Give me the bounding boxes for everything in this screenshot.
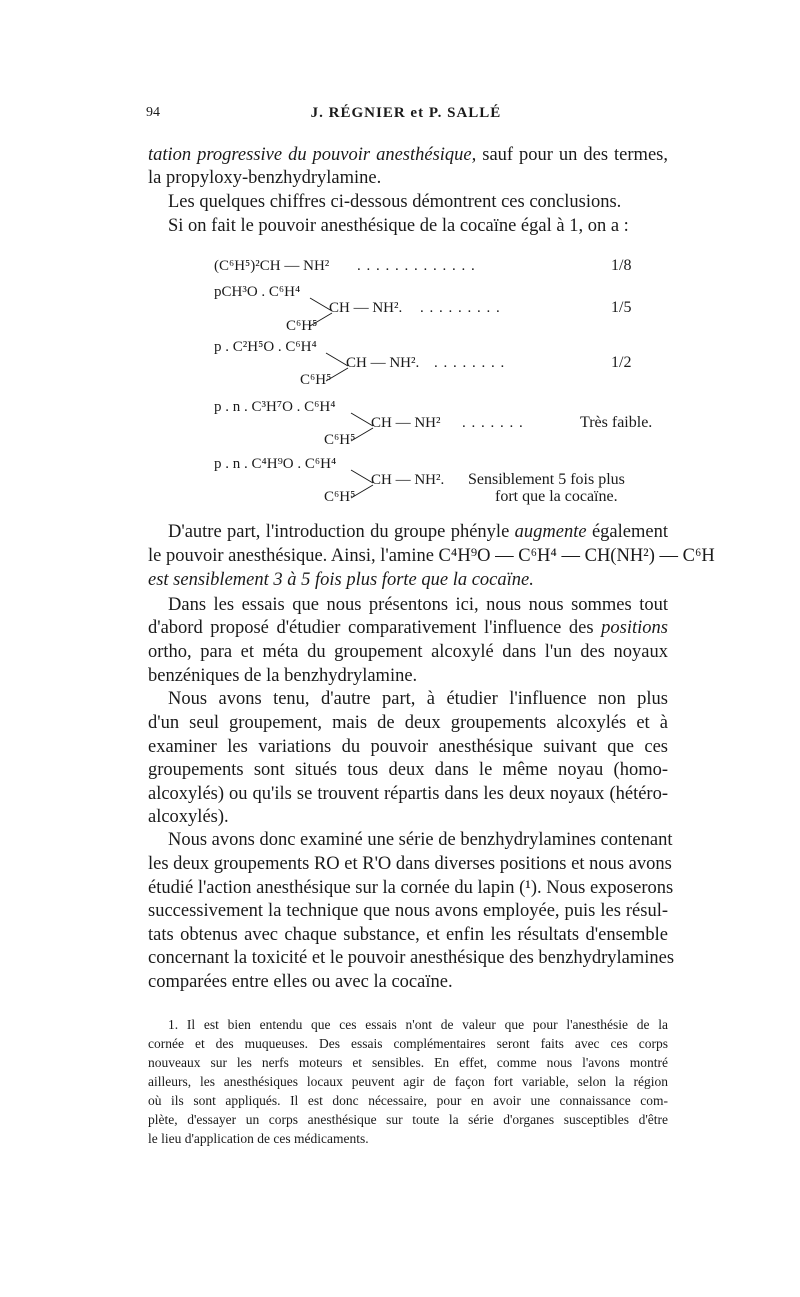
leader-dots: . . . . . . . .	[434, 355, 506, 371]
formula-r5-mid: CH — NH².	[371, 472, 445, 488]
page-header	[146, 105, 666, 125]
leader-dots: . . . . . . . . . . . . .	[357, 258, 476, 274]
text-line: d'un seul groupement, mais de deux groupements alcoxylés et à	[148, 713, 668, 733]
leader-dots: . . . . . . .	[462, 415, 524, 431]
text-line: successivement la technique que nous avons employée, puis les résul-	[148, 901, 668, 921]
formula-r4-bottom: C⁶H⁵	[324, 432, 356, 448]
italic-word: positions	[601, 618, 668, 638]
text-line: groupements sont situés tous deux dans le même noyau (homo-	[148, 760, 668, 780]
text-line: D'autre part, l'introduction du groupe phényle augmente également	[168, 522, 668, 542]
italic-phrase: est sensiblement 3 à 5 fois plus forte que la cocaïne.	[148, 570, 534, 590]
formula-r3-bottom: C⁶H⁵	[300, 372, 332, 388]
footnote-line: nouveaux sur les nerfs moteurs et sensibles. En effet, comme nous l'avons montré	[148, 1055, 668, 1070]
text-line: d'abord proposé d'étudier comparativement l'influence des positions	[148, 618, 668, 638]
text-line: concernant la toxicité et le pouvoir anesthésique des benzhydrylamines	[148, 948, 675, 968]
footnote-line: le lieu d'application de ces médicaments.	[148, 1131, 369, 1146]
text-line: Dans les essais que nous présentons ici, nous nous sommes tout	[168, 595, 668, 615]
formula-r3-mid: CH — NH².	[346, 355, 420, 371]
text-line: le pouvoir anesthésique. Ainsi, l'amine C⁴H⁹O — C⁶H⁴ — CH(NH²) — C⁶H	[148, 546, 715, 566]
ratio-r5-line1: Sensiblement 5 fois plus	[468, 471, 625, 488]
text-line	[148, 569, 668, 593]
ratio-r1: 1/8	[611, 257, 632, 274]
text-line: étudié l'action anesthésique sur la cornée du lapin (¹). Nous exposerons	[148, 878, 674, 898]
text-line: alcoxylés) ou qu'ils se trouvent répartis dans les deux noyaux (hétéro-	[148, 784, 668, 804]
formula-r5-bottom: C⁶H⁵	[324, 489, 356, 505]
footnote-line: cornée et des muqueuses. Des essais complémentaires seront faits avec ces corps	[148, 1036, 668, 1051]
ratio-r5-line2: fort que la cocaïne.	[495, 488, 618, 505]
formula-r2-top: pCH³O . C⁶H⁴	[214, 284, 301, 300]
text-line: comparées entre elles ou avec la cocaïne.	[148, 972, 453, 992]
italic-word: augmente	[514, 522, 587, 542]
text-line: tats obtenus avec chaque substance, et enfin les résultats d'ensemble	[148, 925, 668, 945]
formula-r4-top: p . n . C³H⁷O . C⁶H⁴	[214, 399, 336, 415]
text-line: Nous avons tenu, d'autre part, à étudier l'influence non plus	[168, 689, 668, 709]
footnote-line: plète, d'essayer un corps anesthésique sur toute la série d'organes susceptibles d'être	[148, 1112, 668, 1127]
text-line: alcoxylés).	[148, 807, 229, 827]
formula-r2-mid: CH — NH².	[329, 300, 403, 316]
text-line: examiner les variations du pouvoir anesthésique suivant que ces	[148, 737, 668, 757]
footnote-line: ailleurs, les anesthésiques locaux peuvent agir de façon fort variable, selon la région	[148, 1074, 668, 1089]
text-line: benzéniques de la benzhydrylamine.	[148, 666, 418, 686]
running-head: J. RÉGNIER et P. SALLÉ	[310, 105, 502, 121]
ratio-r4: Très faible.	[580, 414, 653, 431]
footnote-line: où ils sont appliqués. Il est donc nécessaire, pour en avoir une connaissance com-	[148, 1093, 668, 1108]
text-line: la propyloxy-benzhydrylamine.	[148, 168, 382, 188]
formula-r5-top: p . n . C⁴H⁹O . C⁶H⁴	[214, 456, 337, 472]
text-line: Nous avons donc examiné une série de benzhydrylamines contenant	[168, 830, 673, 850]
formula-r1: (C⁶H⁵)²CH — NH²	[214, 258, 330, 274]
footnote-line: 1. Il est bien entendu que ces essais n'ont de valeur que pour l'anesthésie de la	[168, 1017, 668, 1032]
text-line: les deux groupements RO et R'O dans diverses positions et nous avons	[148, 854, 672, 874]
text-line: Les quelques chiffres ci-dessous démontrent ces conclusions.	[168, 192, 622, 212]
text-line: Si on fait le pouvoir anesthésique de la cocaïne égal à 1, on a :	[168, 216, 629, 236]
italic-phrase: tation progressive du pouvoir anesthésique,	[148, 145, 477, 165]
ratio-r3: 1/2	[611, 354, 632, 371]
formula-r2-bottom: C⁶H⁵	[286, 318, 318, 334]
formula-r3-top: p . C²H⁵O . C⁶H⁴	[214, 339, 317, 355]
text-line: ortho, para et méta du groupement alcoxylé dans l'un des noyaux	[148, 642, 668, 662]
page-number: 94	[146, 105, 160, 120]
ratio-r2: 1/5	[611, 299, 632, 316]
leader-dots: . . . . . . . . .	[420, 300, 501, 316]
text-line: tation progressive du pouvoir anesthésique, sauf pour un des termes,	[148, 145, 668, 165]
formula-r4-mid: CH — NH²	[371, 415, 441, 431]
